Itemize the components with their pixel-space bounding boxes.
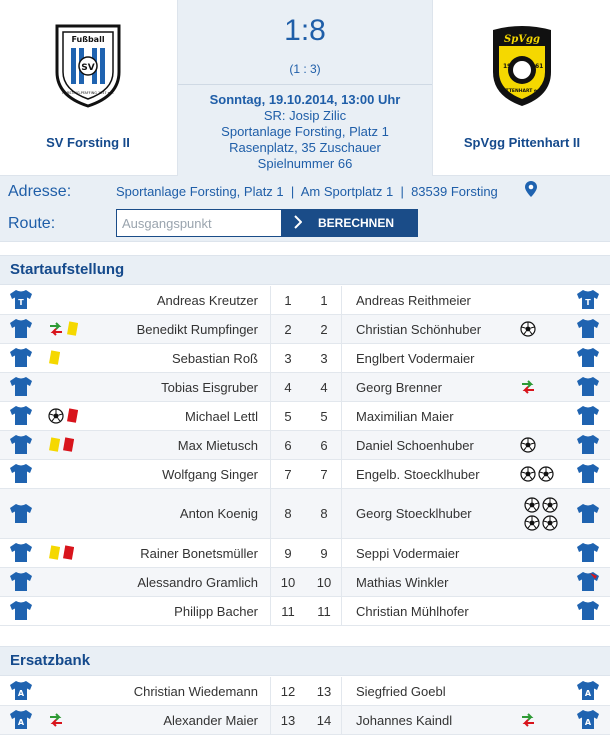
away-player-events [520,597,570,625]
away-player-events [520,460,570,488]
away-player-number: 10 [316,574,332,590]
home-player-shirt [9,460,33,488]
lineup-section-header [0,255,610,285]
red-card-icon [62,437,74,453]
ball-icon [542,497,558,513]
sub-icon [48,713,64,727]
away-player-name[interactable]: Christian Schönhuber [356,321,482,337]
away-logo-year-right: 61 [535,63,544,70]
away-player-events [520,431,570,459]
away-team-name[interactable]: SpVgg Pittenhart II [463,135,581,150]
home-player-events [48,373,98,401]
away-logo-top-text: SpVgg [504,34,540,45]
ball-icon [524,515,540,531]
away-shirt-icon [576,542,600,564]
yellow-card-icon [48,545,60,561]
home-player-shirt [9,597,33,625]
home-player-shirt [9,344,33,372]
home-player-shirt [9,677,33,705]
away-player-name[interactable]: Andreas Reithmeier [356,292,471,308]
away-player-number: 5 [320,408,328,424]
match-info [178,92,432,172]
home-shirt-letter: T [18,298,24,307]
table-row [0,402,610,431]
home-player-number: 5 [284,408,292,424]
table-row [0,431,610,460]
home-player-name[interactable]: Anton Koenig [179,506,258,521]
away-team-logo-icon [485,22,559,108]
ball-icon [538,466,554,482]
table-row [0,568,610,597]
away-player-name[interactable]: Mathias Winkler [356,574,449,590]
away-player-shirt [576,706,600,734]
away-logo-ring-text: PITTENHART e.V. [500,89,544,94]
sub-icon [48,322,64,336]
away-player-name[interactable]: Siegfried Goebl [356,683,446,699]
away-player-shirt [576,315,600,343]
home-player-number: 4 [284,379,292,395]
away-team-block[interactable] [434,0,610,176]
home-player-number: 11 [281,603,295,619]
ball-icon [542,515,558,531]
ball-icon [520,321,536,337]
away-player-name[interactable]: Daniel Schoenhuber [356,437,474,453]
route-label: Route: [8,215,56,232]
away-player-name[interactable]: Englbert Vodermaier [356,350,475,366]
table-row [0,706,610,735]
address-label: Adresse: [8,183,72,200]
table-row [0,344,610,373]
away-player-number: 14 [316,712,332,728]
ball-icon [520,466,536,482]
away-player-events [520,539,570,567]
home-team-name[interactable]: SV Forsting II [46,135,130,150]
home-player-number: 8 [284,506,292,521]
ball-icon [48,408,64,424]
home-player-events [48,539,98,567]
lineup-section-title: Startaufstellung [10,261,125,278]
away-player-events [520,373,570,401]
home-player-name[interactable]: Tobias Eisgruber [161,379,258,395]
away-shirt-icon [576,405,600,427]
away-player-events [520,344,570,372]
home-player-events [48,460,98,488]
away-player-number: 8 [320,506,328,521]
home-player-name[interactable]: Michael Lettl [185,408,258,424]
home-shirt-icon [9,318,33,340]
away-player-number: 3 [320,350,328,366]
home-shirt-icon [9,503,33,525]
home-shirt-icon [9,376,33,398]
home-shirt-icon [9,571,33,593]
home-player-number: 3 [284,350,292,366]
away-shirt-letter: T [585,298,591,307]
away-player-name[interactable]: Georg Stoecklhuber [356,506,472,521]
away-player-number: 11 [317,603,331,619]
away-player-shirt [576,460,600,488]
away-player-events [520,706,570,734]
home-player-events [48,431,98,459]
away-player-shirt [576,344,600,372]
away-player-events [520,677,570,705]
away-shirt-icon [576,434,600,456]
address-value[interactable]: Sportanlage Forsting, Platz 1 | Am Sportplatz 1 | 83539 Forsting [116,184,498,199]
away-shirt-icon [576,376,600,398]
home-player-shirt [9,315,33,343]
away-player-events [520,315,570,343]
route-calculate-button[interactable] [282,209,418,237]
away-shirt-icon [576,600,600,622]
home-player-number: 2 [284,321,292,337]
home-shirt-icon [9,680,33,702]
away-shirt-icon [576,347,600,369]
yellow-card-icon [48,350,60,366]
home-player-name[interactable]: Benedikt Rumpfinger [136,321,258,337]
home-shirt-icon [9,434,33,456]
away-shirt-icon [576,463,600,485]
map-pin-icon[interactable] [525,181,537,197]
home-player-events [48,344,98,372]
sub-icon [520,713,536,727]
home-player-events [48,402,98,430]
yellow-card-icon [66,321,78,337]
away-player-shirt [576,373,600,401]
away-player-events [520,286,570,314]
away-player-events [520,568,570,596]
away-shirt-icon [576,289,600,311]
score-divider [178,84,432,85]
home-player-name[interactable]: Sebastian Roß [172,350,258,366]
away-player-name[interactable]: Maximilian Maier [356,408,454,424]
home-player-shirt [9,286,33,314]
home-shirt-letter: A [17,718,25,727]
away-shirt-icon [576,503,600,525]
home-shirt-icon [9,542,33,564]
home-logo-initials: SV [81,63,95,73]
away-player-number: 2 [320,321,328,337]
route-start-input[interactable] [116,209,282,237]
chevron-right-icon [294,215,302,229]
home-player-name[interactable]: Max Mietusch [177,437,258,453]
home-shirt-icon [9,405,33,427]
away-player-events [524,489,564,538]
away-shirt-icon [576,318,600,340]
table-row [0,315,610,344]
red-card-icon [62,545,74,561]
home-player-name[interactable]: Christian Wiedemann [133,683,258,699]
home-player-name[interactable]: Alexander Maier [163,712,258,728]
halftime-score: (1 : 3) [289,62,321,76]
bench-section-title: Ersatzbank [10,652,91,669]
home-team-logo-icon [51,22,125,108]
away-player-number: 7 [320,466,328,482]
home-player-name[interactable]: Alessandro Gramlich [137,574,258,590]
ball-icon [524,497,540,513]
away-logo-year-left: 19 [503,63,512,70]
away-player-name[interactable]: Johannes Kaindl [356,712,453,728]
away-player-shirt [576,489,600,538]
away-player-name[interactable]: Georg Brenner [356,379,442,395]
away-player-shirt [576,431,600,459]
home-player-number: 9 [284,545,292,561]
away-player-name[interactable]: Engelb. Stoecklhuber [356,466,480,482]
home-player-events [48,568,98,596]
final-score: 1:8 [284,14,326,47]
away-player-shirt [576,677,600,705]
home-player-shirt [9,431,33,459]
away-shirt-letter: A [584,689,592,698]
away-player-number: 6 [320,437,328,453]
table-row [0,286,610,315]
away-player-shirt [576,597,600,625]
match-date: Sonntag, 19.10.2014, 13:00 Uhr [209,92,401,107]
away-player-number: 1 [320,292,328,308]
away-player-shirt [576,539,600,567]
address-panel [0,176,610,242]
table-row [0,460,610,489]
home-player-events [48,597,98,625]
score-box [177,0,433,176]
home-shirt-icon [9,347,33,369]
away-player-shirt [576,568,600,596]
home-shirt-icon [9,709,33,731]
sub-icon [520,380,536,394]
home-shirt-icon [9,463,33,485]
table-row [0,677,610,706]
table-row [0,373,610,402]
home-logo-top-text: Fußball [71,35,105,44]
away-player-name[interactable]: Christian Mühlhofer [356,603,469,619]
match-header [0,0,610,176]
table-row [0,539,610,568]
table-row [0,597,610,626]
away-player-shirt [576,286,600,314]
home-player-name[interactable]: Philipp Bacher [174,603,258,619]
home-player-events [48,315,98,343]
home-shirt-icon [9,289,33,311]
away-player-number: 4 [320,379,328,395]
match-referee: SR: Josip Zilic [263,108,347,123]
away-player-events [520,402,570,430]
home-player-name[interactable]: Andreas Kreutzer [156,292,258,308]
yellow-card-icon [48,437,60,453]
away-shirt-icon [576,571,600,593]
home-player-events [48,677,98,705]
home-player-shirt [9,489,33,538]
home-player-events [48,286,98,314]
match-number: Spielnummer 66 [257,156,353,171]
route-calculate-label: BERECHNEN [318,216,395,230]
home-player-events [48,489,98,538]
home-player-number: 1 [284,292,292,308]
home-player-number: 12 [280,683,296,699]
home-player-events [48,706,98,734]
away-player-name[interactable]: Seppi Vodermaier [356,545,460,561]
red-card-icon [66,408,78,424]
match-pitch-spectators: Rasenplatz, 35 Zuschauer [229,140,381,155]
home-team-block[interactable] [0,0,176,176]
away-player-number: 9 [320,545,328,561]
home-player-number: 6 [284,437,292,453]
table-row [0,489,610,539]
home-player-number: 10 [280,574,296,590]
home-logo-ring-text: FORSTING-PFAFFING 1957 e.V. [62,91,114,95]
away-shirt-icon [576,680,600,702]
home-player-name[interactable]: Wolfgang Singer [162,466,258,482]
home-player-name[interactable]: Rainer Bonetsmüller [140,545,258,561]
bench-section-header [0,646,610,676]
home-player-shirt [9,402,33,430]
home-player-shirt [9,568,33,596]
away-player-shirt [576,402,600,430]
away-shirt-icon [576,709,600,731]
away-player-number: 13 [316,683,332,699]
match-venue: Sportanlage Forsting, Platz 1 [221,124,389,139]
home-player-number: 13 [280,712,296,728]
home-player-shirt [9,373,33,401]
home-player-shirt [9,706,33,734]
ball-icon [520,437,536,453]
home-shirt-icon [9,600,33,622]
home-player-number: 7 [284,466,292,482]
home-shirt-letter: A [17,689,25,698]
home-player-shirt [9,539,33,567]
away-shirt-letter: A [584,718,592,727]
